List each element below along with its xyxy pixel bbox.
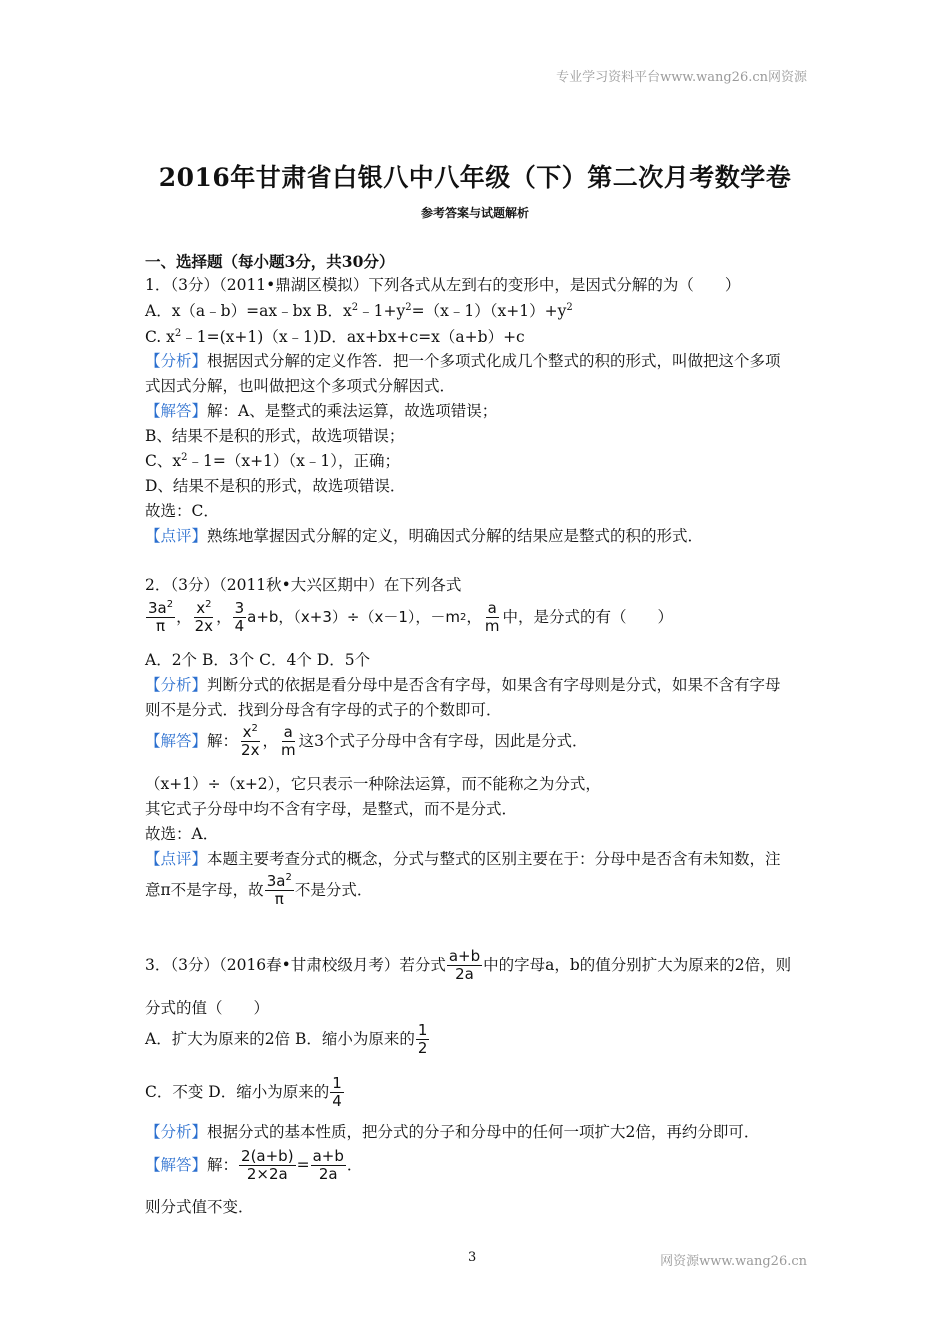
q1-answer: 【解答】解：A、是整式的乘法运算，故选项错误； xyxy=(145,402,498,420)
fraction: $\frac{1}{4}$ xyxy=(332,1074,342,1111)
q3-options-ab: A．扩大为原来的2倍 B．缩小为原来的 $\frac{1}{2}$ xyxy=(145,1021,428,1058)
analysis-tag: 【分析】 xyxy=(145,352,208,370)
q2-choice: 故选：A． xyxy=(145,825,219,843)
q3-answer: 【解答】 解： $\frac{2(a+b)}{2\times 2a}$ = $\frac{a+b}{2a}$ ． xyxy=(145,1147,363,1184)
q2-options: A．2个 B．3个 C．4个 D．5个 xyxy=(145,651,371,669)
comment-tag: 【点评】 xyxy=(145,527,208,545)
q1-analysis: 【分析】根据因式分解的定义作答．把一个多项式化成几个整式的积的形式，叫做把这个多项 xyxy=(145,352,781,370)
document-title: 2016年甘肃省白银八中八年级（下）第二次月考数学卷 xyxy=(158,163,792,192)
section-heading: 一、选择题（每小题3分，共30分） xyxy=(145,252,395,271)
q2-answer-2: （x+1）÷（x+2），它只表示一种除法运算，而不能称之为分式， xyxy=(145,775,601,793)
analysis-tag: 【分析】 xyxy=(145,676,208,694)
q1-answer-d: D、结果不是积的形式，故选项错误． xyxy=(145,477,406,495)
page-number: 3 xyxy=(468,1250,477,1265)
fraction: $\frac{3}{4}$ xyxy=(234,599,245,636)
fraction: $\frac{a}{m}$ xyxy=(484,599,500,636)
q3-options-cd: C．不变 D．缩小为原来的 $\frac{1}{4}$ xyxy=(145,1074,342,1111)
q2-expressions: $\frac{3a^2}{\pi}$ ， $\frac{x^2}{2x}$ ， $\frac{3}{4}$ a+b，（x+3）÷（x－1），－m 2 ， $\frac{a}{m}$ 中，是分式的有（ ） xyxy=(148,599,674,636)
q1-comment: 【点评】熟练地掌握因式分解的定义，明确因式分解的结果应是整式的积的形式． xyxy=(145,527,704,545)
analysis-tag: 【分析】 xyxy=(145,1123,208,1141)
answer-tag: 【解答】 xyxy=(145,402,208,420)
q1-options-cd: C. $x^2﹣1=(x+1)(x﹣1)D$．ax+bx+c=x（a+b）+c xyxy=(145,328,525,346)
q1-answer-b: B、结果不是积的形式，故选项错误； xyxy=(145,427,405,445)
q1-options-ab: A．x（a﹣b）=ax﹣bx B．$x^2﹣1+y^2=(x﹣1)(x+1)+y^2$ xyxy=(145,302,573,320)
fraction: $\frac{1}{2}$ xyxy=(417,1021,428,1058)
q1-stem: 1．（3分）（2011•鼎湖区模拟）下列各式从左到右的变形中，是因式分解的为（ ） xyxy=(145,276,741,294)
fraction: $\frac{x^2}{2x}$ xyxy=(241,723,260,760)
q1-answer-c: C、$x^2﹣1=(x+1)(x﹣1)$，正确； xyxy=(145,452,401,470)
q3-analysis: 【分析】根据分式的基本性质，把分式的分子和分母中的任何一项扩大2倍，再约分即可． xyxy=(145,1123,760,1141)
q2-comment-cont: 意π不是字母，故 $\frac{3a^2}{\pi}$ 不是分式． xyxy=(145,872,373,909)
fraction: $\frac{a}{m}$ xyxy=(280,723,296,760)
answer-tag: 【解答】 xyxy=(145,732,208,750)
q2-analysis-cont: 则不是分式．找到分母含有字母的式子的个数即可． xyxy=(145,701,502,719)
q3-stem: 3．（3分）（2016春•甘肃校级月考）若分式 $\frac{a+b}{2a}$ 中的字母a，b的值分别扩大为原来的2倍，则 xyxy=(145,947,792,984)
comment-tag: 【点评】 xyxy=(145,850,208,868)
q2-answer-3: 其它式子分母中均不含有字母，是整式，而不是分式． xyxy=(145,800,518,818)
header-watermark: 专业学习资料平台www.wang26.cn网资源 xyxy=(556,70,807,85)
q2-stem: 2．（3分）（2011秋•大兴区期中）在下列各式 xyxy=(145,576,462,594)
footer-watermark: 网资源www.wang26.cn xyxy=(660,1254,807,1269)
fraction: $\frac{2(a+b)}{2\times 2a}$ xyxy=(241,1147,294,1184)
fraction: $\frac{x^2}{2x}$ xyxy=(194,599,214,636)
fraction: $\frac{a+b}{2a}$ xyxy=(448,947,481,984)
q1-analysis-cont: 式因式分解，也叫做把这个多项式分解因式． xyxy=(145,377,456,395)
fraction: $\frac{3a^2}{\pi}$ xyxy=(148,599,174,636)
q2-comment: 【点评】本题主要考查分式的概念，分式与整式的区别主要在于：分母中是否含有未知数，注 xyxy=(145,850,781,868)
answer-tag: 【解答】 xyxy=(145,1156,208,1174)
q2-analysis: 【分析】判断分式的依据是看分母中是否含有字母，如果含有字母则是分式，如果不含有字母 xyxy=(145,676,781,694)
q3-stem-cont: 分式的值（ ） xyxy=(145,999,270,1017)
q2-answer: 【解答】 解： $\frac{x^2}{2x}$ ， $\frac{a}{m}$ 这3个式子分母中含有字母，因此是分式． xyxy=(145,723,588,760)
document-subtitle: 参考答案与试题解析 xyxy=(420,206,529,220)
q1-choice: 故选：C． xyxy=(145,502,219,520)
fraction: $\frac{3a^2}{\pi}$ xyxy=(266,872,292,909)
q3-conclusion: 则分式值不变． xyxy=(145,1198,254,1216)
fraction: $\frac{a+b}{2a}$ xyxy=(312,1147,344,1184)
